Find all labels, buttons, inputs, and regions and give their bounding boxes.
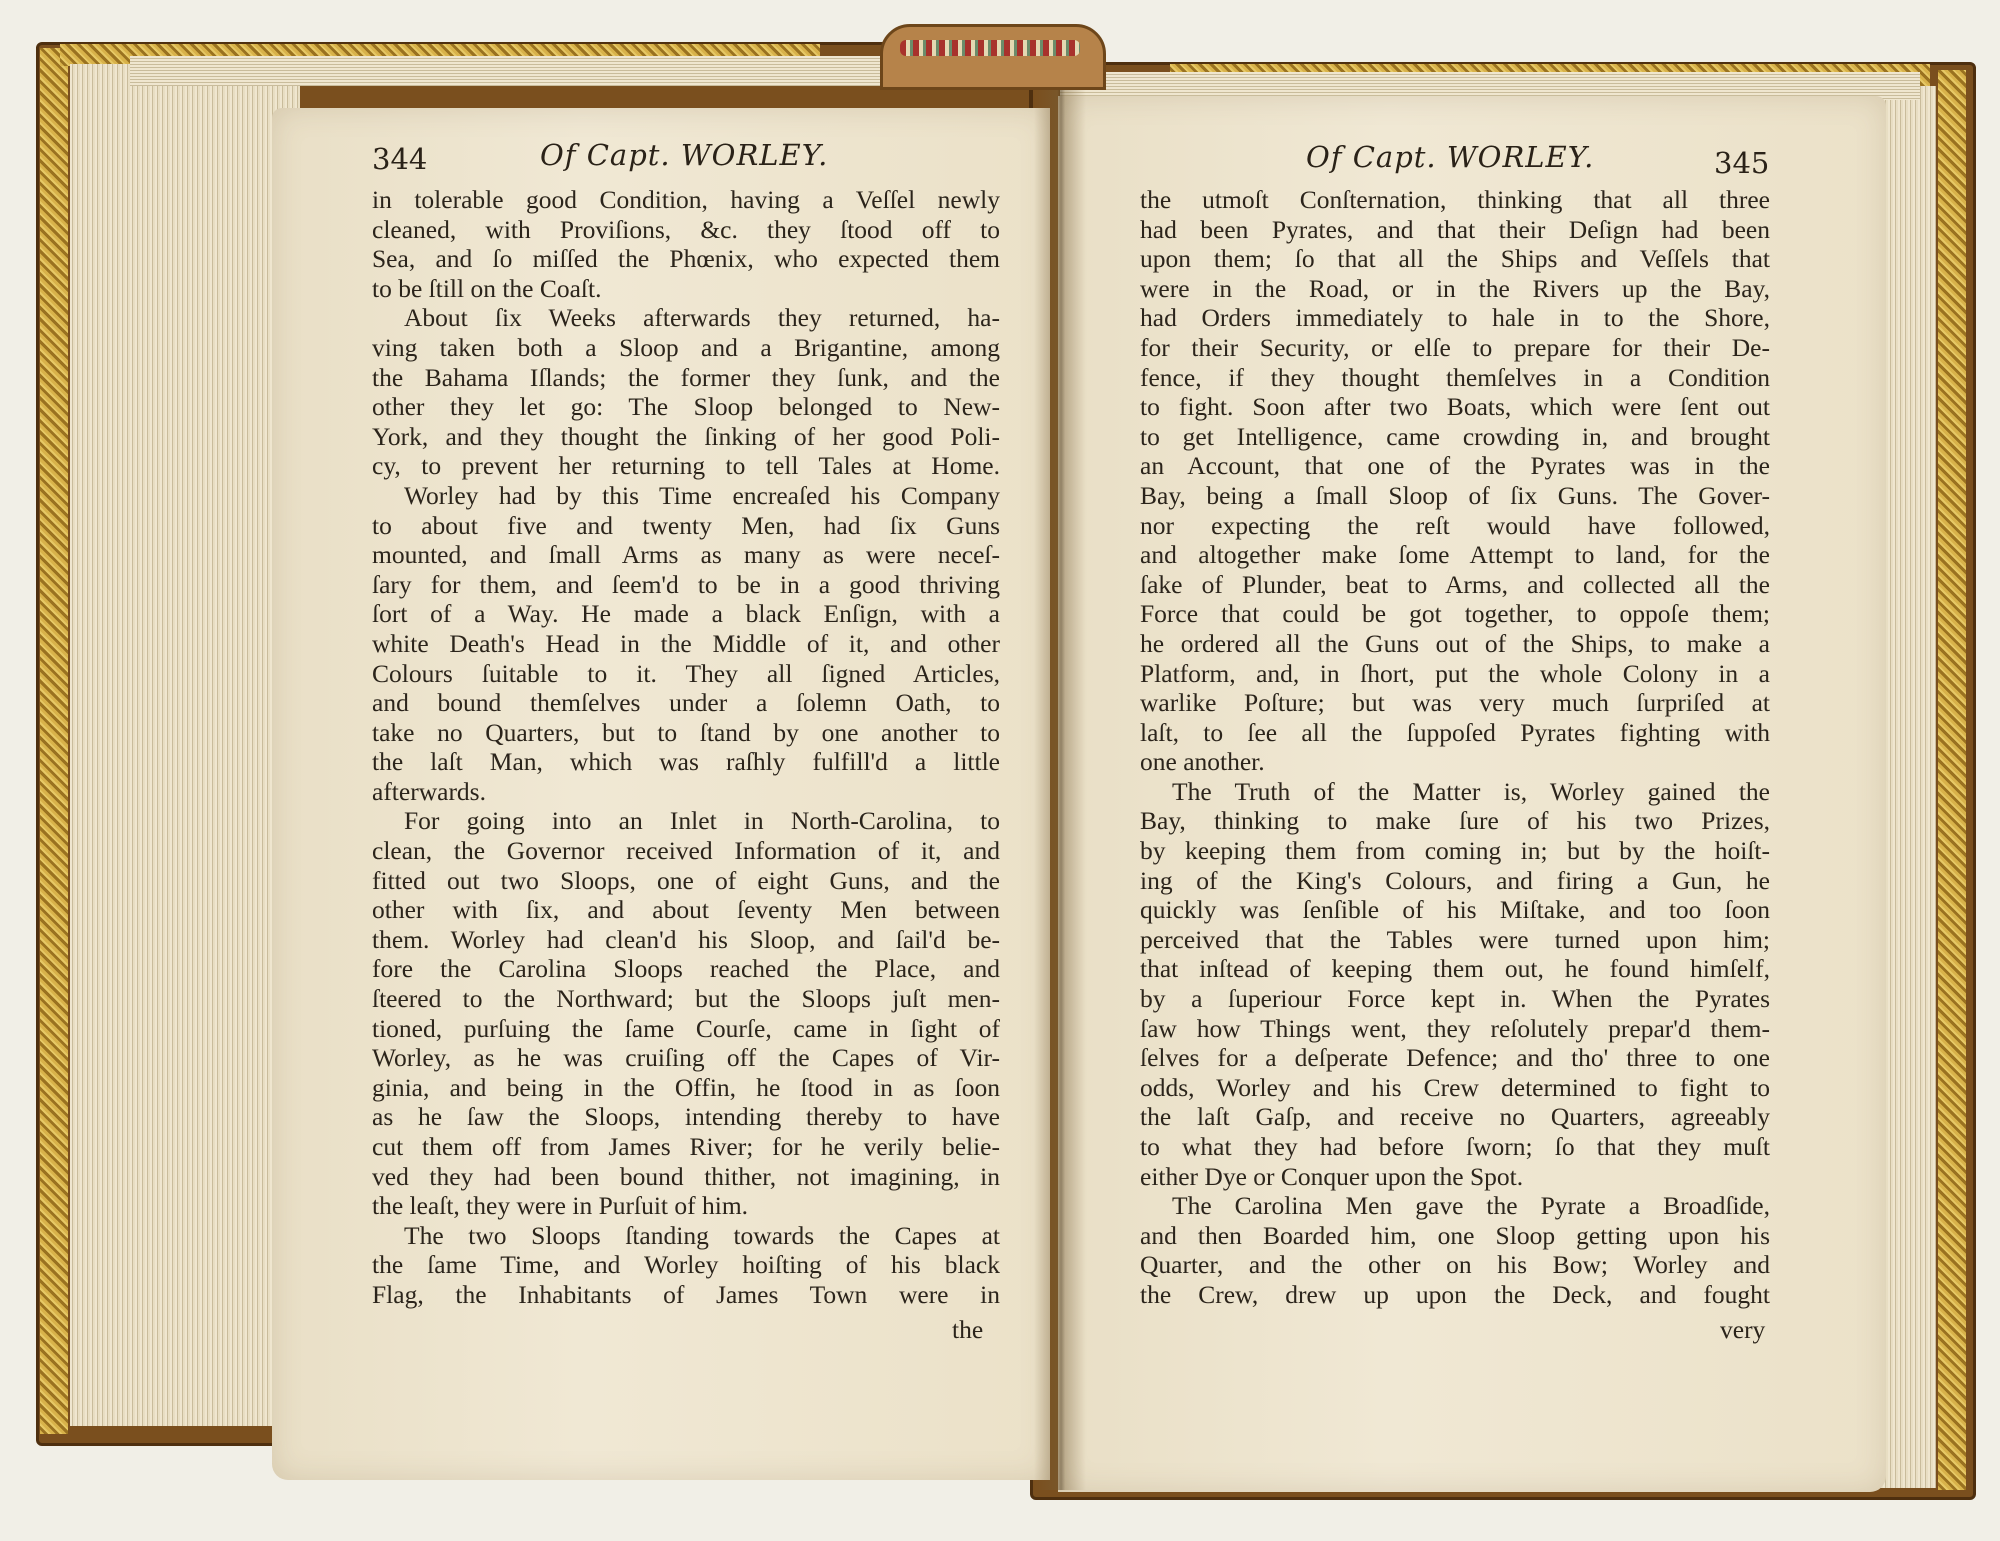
right-text-column xyxy=(1140,185,1770,1310)
left-text-column xyxy=(372,185,1000,1310)
text-line: the leaſt, they were in Purſuit of him. xyxy=(372,1191,749,1221)
text-line: take no Quarters, but to ſtand by one another to xyxy=(372,717,1000,747)
text-line: For going into an Inlet in North-Carolina, to xyxy=(404,806,1000,836)
text-line: the utmoſt Conſternation, thinking that all three xyxy=(1140,185,1770,214)
text-line: The Carolina Men gave the Pyrate a Broadſide, xyxy=(1172,1191,1770,1221)
text-line: to be ſtill on the Coaſt. xyxy=(372,273,602,303)
text-line: that inſtead of keeping them out, he found himſelf, xyxy=(1140,954,1770,984)
text-line: mounted, and ſmall Arms as many as were neceſ- xyxy=(372,540,1000,570)
text-line: The Truth of the Matter is, Worley gained the xyxy=(1172,776,1770,806)
text-line: clean, the Governor received Information of it, and xyxy=(372,836,1000,866)
text-line: had Orders immediately to hale in to the Shore, xyxy=(1140,303,1770,333)
text-line: the Bahama Iſlands; the former they ſunk, and the xyxy=(372,362,1000,392)
text-line: laſt, to ſee all the ſuppoſed Pyrates fighting with xyxy=(1140,717,1770,747)
text-line: Colours ſuitable to it. They all ſigned Articles, xyxy=(372,658,1000,688)
text-line: cut them off from James River; for he verily belie- xyxy=(372,1132,1000,1161)
text-line: them. Worley had clean'd his Sloop, and ſail'd be- xyxy=(372,924,1000,954)
text-line: fore the Carolina Sloops reached the Place, and xyxy=(372,954,1000,984)
text-line: white Death's Head in the Middle of it, and other xyxy=(372,628,1000,658)
text-line: by keeping them from coming in; but by the hoiſt- xyxy=(1140,836,1770,866)
page-number-right: 345 xyxy=(1714,146,1770,180)
text-line: Bay, thinking to make ſure of his two Prizes, xyxy=(1140,806,1770,836)
page-edges-right xyxy=(1878,86,1936,1488)
text-line: and altogether make ſome Attempt to land, for the xyxy=(1140,540,1770,570)
text-line: Worley had by this Time encreaſed his Company xyxy=(404,480,1000,510)
text-line: ſary for them, and ſeem'd to be in a good thriving xyxy=(372,569,1000,599)
text-line: and bound themſelves under a ſolemn Oath, to xyxy=(372,688,1000,718)
gilt-border-left xyxy=(40,48,68,1434)
text-line: nor expecting the reſt would have followed, xyxy=(1140,510,1770,540)
text-line: the laſt Gaſp, and receive no Quarters, agreeably xyxy=(1140,1102,1770,1132)
text-line: by a ſuperiour Force kept in. When the Pyrates xyxy=(1140,984,1770,1014)
text-line: to fight. Soon after two Boats, which were ſent out xyxy=(1140,392,1770,422)
text-line: ſaw how Things went, they reſolutely prepar'd them- xyxy=(1140,1013,1770,1043)
text-line: tioned, purſuing the ſame Courſe, came in ſight of xyxy=(372,1013,1000,1043)
text-line: York, and they thought the ſinking of her good Poli- xyxy=(372,421,1000,451)
text-line: ſake of Plunder, beat to Arms, and collected all the xyxy=(1140,569,1770,599)
text-line: the ſame Time, and Worley hoiſting of his black xyxy=(372,1250,1000,1280)
text-line: odds, Worley and his Crew determined to fight to xyxy=(1140,1072,1770,1102)
text-line: Flag, the Inhabitants of James Town were in xyxy=(372,1279,1000,1309)
text-line: and then Boarded him, one Sloop getting upon his xyxy=(1140,1220,1770,1250)
text-line: cy, to prevent her returning to tell Tales at Home. xyxy=(372,451,1000,481)
text-line: ving taken both a Sloop and a Brigantine, among xyxy=(372,332,1000,362)
text-line: to what they had before ſworn; ſo that they muſt xyxy=(1140,1132,1770,1161)
text-line: afterwards. xyxy=(372,776,486,806)
text-line: Worley, as he was cruiſing off the Capes of Vir- xyxy=(372,1043,1000,1073)
spine-headband xyxy=(880,24,1106,90)
text-line: as he ſaw the Sloops, intending thereby to have xyxy=(372,1102,1000,1132)
headband-stripe xyxy=(900,40,1080,56)
text-line: other they let go: The Sloop belonged to New- xyxy=(372,392,1000,422)
text-line: ſteered to the Northward; but the Sloops juſt men- xyxy=(372,984,1000,1014)
text-line: Sea, and ſo miſſed the Phœnix, who expected them xyxy=(372,244,1000,274)
running-head-right: Of Capt. WORLEY. xyxy=(1306,140,1595,174)
text-line: for their Security, or elſe to prepare for their De- xyxy=(1140,332,1770,362)
text-line: Platform, and, in ſhort, put the whole Colony in a xyxy=(1140,658,1770,688)
text-line: one another. xyxy=(1140,747,1265,777)
text-line: perceived that the Tables were turned upon him; xyxy=(1140,924,1770,954)
text-line: warlike Poſture; but was very much ſurpriſed at xyxy=(1140,688,1770,718)
text-line: other with ſix, and about ſeventy Men between xyxy=(372,895,1000,925)
page-edges-left xyxy=(70,64,300,1426)
text-line: ing of the King's Colours, and firing a Gun, he xyxy=(1140,865,1770,895)
text-line: fitted out two Sloops, one of eight Guns, and the xyxy=(372,865,1000,895)
catchword-left: the xyxy=(952,1315,984,1344)
text-line: to about five and twenty Men, had ſix Guns xyxy=(372,510,1000,540)
text-line: The two Sloops ſtanding towards the Capes at xyxy=(404,1220,1000,1250)
text-line: Force that could be got together, to oppoſe them; xyxy=(1140,599,1770,629)
text-line: Bay, being a ſmall Sloop of ſix Guns. The Gover- xyxy=(1140,480,1770,510)
text-line: cleaned, with Proviſions, &c. they ſtood off to xyxy=(372,214,1000,244)
page-number-left: 344 xyxy=(372,142,428,176)
text-line: ſelves for a deſperate Defence; and tho' three to one xyxy=(1140,1043,1770,1073)
text-line: ginia, and being in the Offin, he ſtood in as ſoon xyxy=(372,1072,1000,1102)
catchword-right: very xyxy=(1720,1315,1766,1344)
text-line: fence, if they thought themſelves in a Condition xyxy=(1140,362,1770,392)
text-line: upon them; ſo that all the Ships and Veſſels that xyxy=(1140,244,1770,274)
text-line: an Account, that one of the Pyrates was in the xyxy=(1140,451,1770,481)
gilt-border-right xyxy=(1938,70,1966,1490)
text-line: were in the Road, or in the Rivers up the Bay, xyxy=(1140,273,1770,303)
gutter-shadow xyxy=(1034,90,1086,1490)
text-line: Quarter, and the other on his Bow; Worley and xyxy=(1140,1250,1770,1280)
text-line: in tolerable good Condition, having a Veſſel newly xyxy=(372,185,1000,214)
text-line: the Crew, drew up upon the Deck, and fought xyxy=(1140,1279,1770,1309)
text-line: ſort of a Way. He made a black Enſign, with a xyxy=(372,599,1000,629)
text-line: either Dye or Conquer upon the Spot. xyxy=(1140,1161,1524,1191)
text-line: ved they had been bound thither, not imagining, in xyxy=(372,1161,1000,1191)
text-line: quickly was ſenſible of his Miſtake, and too ſoon xyxy=(1140,895,1770,925)
text-line: to get Intelligence, came crowding in, and brought xyxy=(1140,421,1770,451)
text-line: had been Pyrates, and that their Deſign had been xyxy=(1140,214,1770,244)
running-head-left: Of Capt. WORLEY. xyxy=(540,138,829,172)
text-line: the laſt Man, which was raſhly fulfill'd a little xyxy=(372,747,1000,777)
text-line: About ſix Weeks afterwards they returned, ha- xyxy=(404,303,1000,333)
text-line: he ordered all the Guns out of the Ships, to make a xyxy=(1140,628,1770,658)
